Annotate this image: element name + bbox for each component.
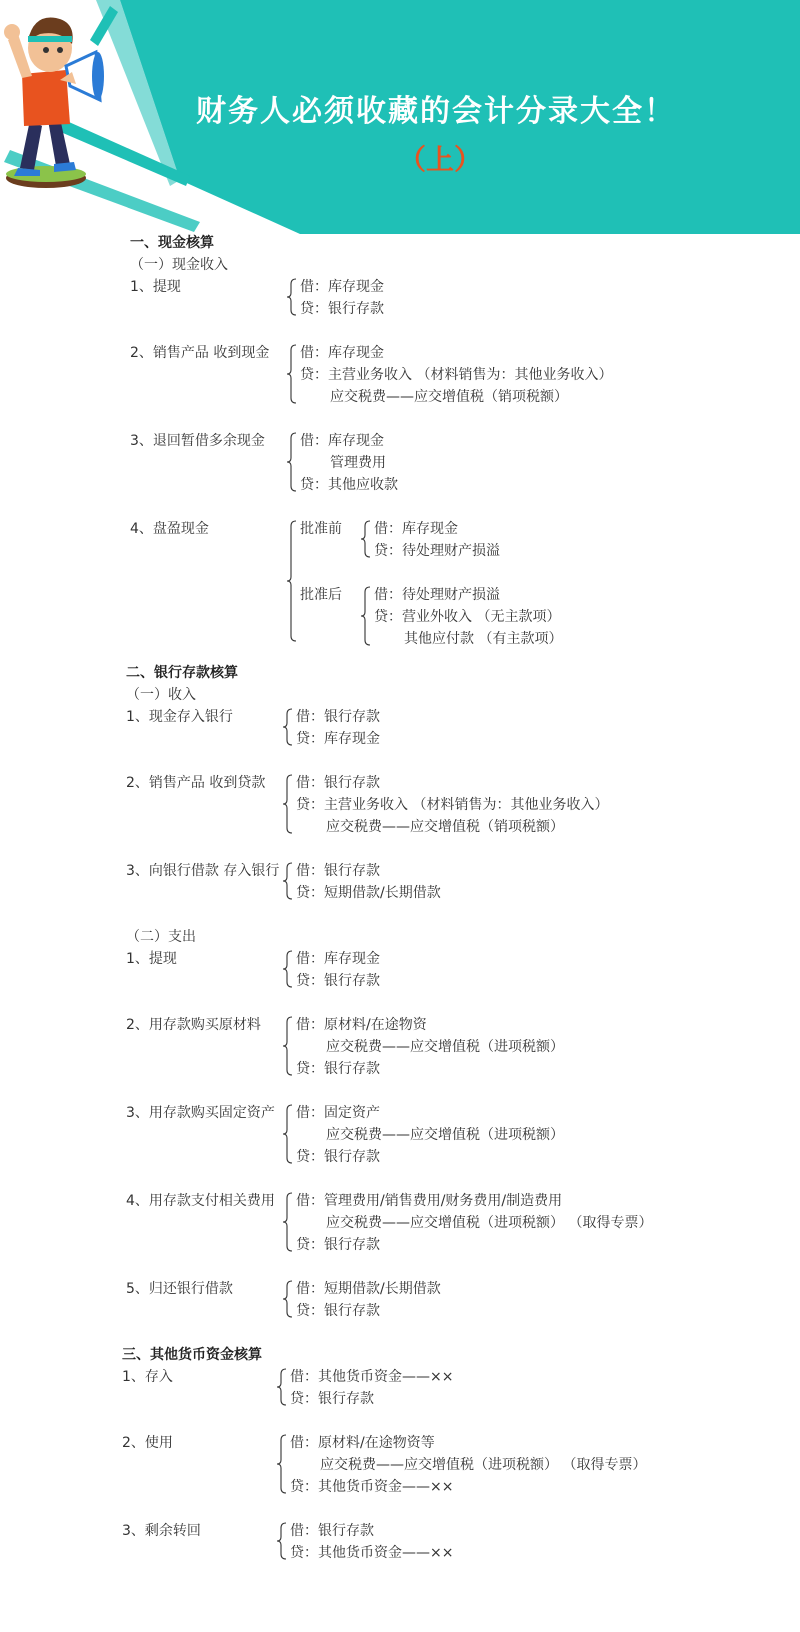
brace-icon — [282, 1016, 294, 1076]
brace-icon — [360, 520, 372, 558]
entry-line: 应交税费——应交增值税（销项税额） — [330, 389, 568, 405]
section-heading: 一、现金核算 — [130, 235, 214, 251]
entry-line: 贷：主营业务收入 （材料销售为：其他业务收入） — [300, 367, 613, 383]
entry-line: 借：短期借款/长期借款 — [296, 1281, 441, 1297]
entry-title: 2、用存款购买原材料 — [126, 1017, 261, 1033]
entry-title: 1、现金存入银行 — [126, 709, 233, 725]
entry-line: 应交税费——应交增值税（进项税额） — [326, 1127, 564, 1143]
entry-line: 借：库存现金 — [300, 279, 384, 295]
entry-title: 3、剩余转回 — [122, 1523, 201, 1539]
entry-title: 1、提现 — [130, 279, 181, 295]
entry-title: 2、销售产品 收到贷款 — [126, 775, 266, 791]
entry-title: 3、退回暂借多余现金 — [130, 433, 265, 449]
brace-icon — [286, 278, 298, 316]
section-heading: 二、银行存款核算 — [126, 665, 238, 681]
entry-line: 应交税费——应交增值税（进项税额） （取得专票） — [326, 1215, 653, 1231]
brace-icon — [282, 862, 294, 900]
entry-line: 应交税费——应交增值税（进项税额） — [326, 1039, 564, 1055]
brace-icon — [282, 1104, 294, 1164]
entry-line: 贷：其他应收款 — [300, 477, 398, 493]
entry-line: 借：银行存款 — [296, 709, 380, 725]
brace-icon — [360, 586, 372, 646]
brace-icon — [282, 1192, 294, 1252]
megaphone-mascot-icon — [0, 0, 130, 200]
entry-line: 贷：银行存款 — [290, 1391, 374, 1407]
entry-line: 借：原材料/在途物资等 — [290, 1435, 435, 1451]
brace-icon — [286, 344, 298, 404]
brace-icon — [286, 520, 298, 642]
entry-title: 3、用存款购买固定资产 — [126, 1105, 275, 1121]
brace-icon — [276, 1522, 288, 1560]
section-subheading: （一）现金收入 — [130, 257, 228, 273]
section-subheading: （一）收入 — [126, 687, 196, 703]
entry-title: 2、使用 — [122, 1435, 173, 1451]
section-subheading: （二）支出 — [126, 929, 196, 945]
entry-line: 借：待处理财产损溢 — [374, 587, 500, 603]
entry-line: 借：固定资产 — [296, 1105, 380, 1121]
brace-icon — [276, 1434, 288, 1494]
entry-line: 其他应付款 （有主款项） — [404, 631, 563, 647]
entry-line: 贷：银行存款 — [296, 1149, 380, 1165]
brace-icon — [286, 432, 298, 492]
entry-line: 借：银行存款 — [296, 863, 380, 879]
brace-icon — [282, 708, 294, 746]
section-heading: 三、其他货币资金核算 — [122, 1347, 262, 1363]
entry-line: 借：原材料/在途物资 — [296, 1017, 427, 1033]
entry-line: 借：库存现金 — [300, 345, 384, 361]
entry-line: 贷：营业外收入 （无主款项） — [374, 609, 561, 625]
entry-title: 1、存入 — [122, 1369, 173, 1385]
entry-title: 3、向银行借款 存入银行 — [126, 863, 280, 879]
entry-title: 4、用存款支付相关费用 — [126, 1193, 275, 1209]
entry-line: 借：银行存款 — [296, 775, 380, 791]
entry-line: 贷：其他货币资金——×× — [290, 1479, 454, 1495]
entry-line: 贷：银行存款 — [296, 1303, 380, 1319]
brace-icon — [282, 774, 294, 834]
entry-title: 5、归还银行借款 — [126, 1281, 233, 1297]
entry-line: 贷：银行存款 — [300, 301, 384, 317]
entry-line: 借：管理费用/销售费用/财务费用/制造费用 — [296, 1193, 563, 1209]
brace-icon — [276, 1368, 288, 1406]
entry-line: 贷：其他货币资金——×× — [290, 1545, 454, 1561]
entry-line: 借：库存现金 — [300, 433, 384, 449]
entry-line: 贷：库存现金 — [296, 731, 380, 747]
page-subtitle: （上） — [398, 143, 483, 176]
entry-line: 贷：银行存款 — [296, 973, 380, 989]
brace-icon — [282, 1280, 294, 1318]
entry-line: 借：库存现金 — [296, 951, 380, 967]
entry-line: 借：银行存款 — [290, 1523, 374, 1539]
entry-title: 1、提现 — [126, 951, 177, 967]
group-label: 批准后 — [300, 587, 342, 603]
entry-line: 借：其他货币资金——×× — [290, 1369, 454, 1385]
entry-line: 应交税费——应交增值税（进项税额） （取得专票） — [320, 1457, 647, 1473]
entry-line: 贷：待处理财产损溢 — [374, 543, 500, 559]
entry-title: 2、销售产品 收到现金 — [130, 345, 270, 361]
page-title: 财务人必须收藏的会计分录大全！ — [196, 94, 676, 129]
entry-line: 借：库存现金 — [374, 521, 458, 537]
entry-line: 贷：短期借款/长期借款 — [296, 885, 441, 901]
entry-line: 管理费用 — [330, 455, 386, 471]
group-label: 批准前 — [300, 521, 342, 537]
entry-line: 贷：银行存款 — [296, 1237, 380, 1253]
entry-line: 贷：银行存款 — [296, 1061, 380, 1077]
entry-line: 贷：主营业务收入 （材料销售为：其他业务收入） — [296, 797, 609, 813]
entry-line: 应交税费——应交增值税（销项税额） — [326, 819, 564, 835]
brace-icon — [282, 950, 294, 988]
entry-title: 4、盘盈现金 — [130, 521, 209, 537]
content-area — [0, 234, 800, 1632]
